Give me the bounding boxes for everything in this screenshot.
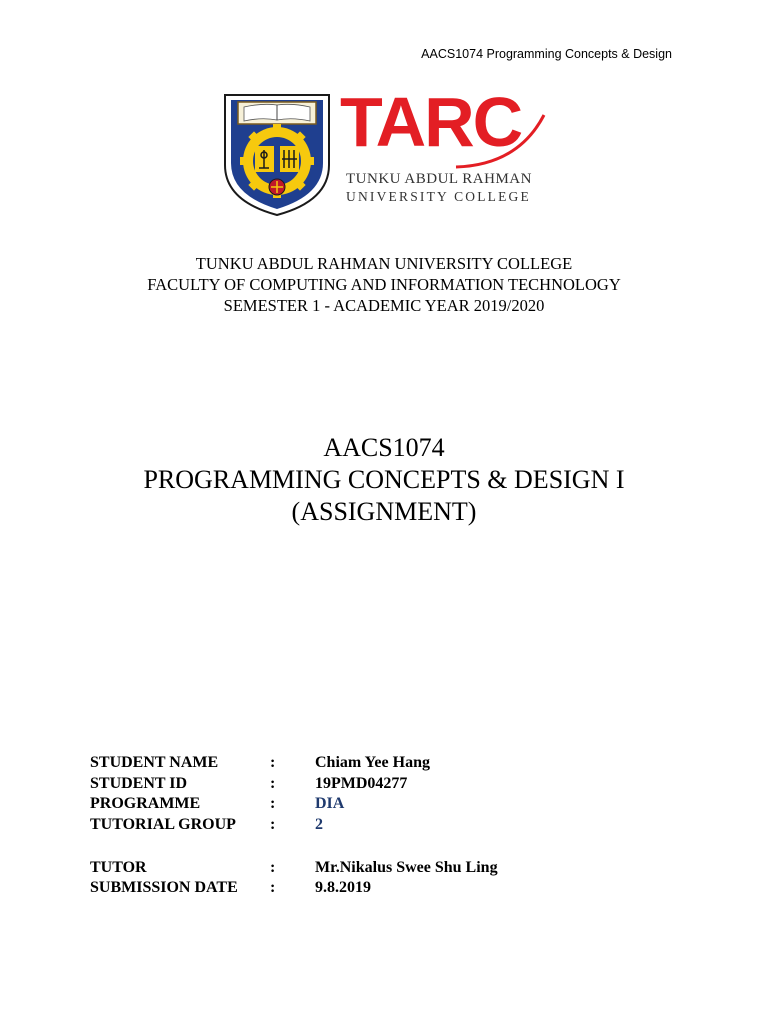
detail-label: PROGRAMME: [90, 795, 201, 813]
running-header: AACS1074 Programming Concepts & Design: [421, 47, 672, 61]
detail-row-student-name: [90, 754, 498, 775]
detail-separator: :: [270, 774, 276, 792]
detail-separator: :: [270, 816, 276, 834]
detail-separator: :: [270, 754, 276, 771]
institution-block: [0, 253, 768, 316]
course-code: AACS1074: [323, 433, 445, 462]
course-name: PROGRAMMING CONCEPTS & DESIGN I: [143, 465, 625, 494]
student-details: [90, 754, 498, 900]
tarc-logo: [222, 83, 552, 218]
university-crest-icon: [222, 93, 332, 217]
course-title: [0, 432, 768, 528]
detail-spacer: [90, 837, 498, 859]
detail-value-student-name: Chiam Yee Hang: [315, 754, 430, 771]
detail-row-programme: [90, 795, 498, 816]
semester-label: SEMESTER 1 - ACADEMIC YEAR 2019/2020: [223, 296, 545, 315]
course-type: (ASSIGNMENT): [291, 497, 477, 526]
university-name: TUNKU ABDUL RAHMAN UNIVERSITY COLLEGE: [195, 254, 573, 273]
faculty-name: FACULTY OF COMPUTING AND INFORMATION TECHNOLOGY: [147, 275, 621, 294]
detail-label: TUTOR: [90, 858, 147, 876]
detail-value-submission-date: 9.8.2019: [315, 879, 371, 897]
detail-value-student-id: 19PMD04277: [315, 774, 408, 792]
detail-value-programme: DIA: [315, 795, 345, 813]
logo-swoosh-icon: [448, 109, 552, 173]
detail-value-tutor: Mr.Nikalus Swee Shu Ling: [315, 858, 498, 876]
logo-university-name: TUNKU ABDUL RAHMAN: [346, 171, 532, 187]
detail-label: STUDENT ID: [90, 774, 188, 792]
tarc-wordmark: TARC: [340, 83, 522, 161]
detail-value-tutorial-group: 2: [315, 816, 323, 834]
detail-label: TUTORIAL GROUP: [90, 816, 236, 834]
detail-separator: :: [270, 879, 276, 897]
detail-row-student-id: [90, 775, 498, 796]
logo-university-type: UNIVERSITY COLLEGE: [346, 189, 531, 204]
detail-separator: :: [270, 795, 276, 813]
detail-label: SUBMISSION DATE: [90, 879, 238, 897]
detail-row-tutorial-group: [90, 816, 498, 837]
detail-label: STUDENT NAME: [90, 754, 219, 771]
detail-row-tutor: [90, 859, 498, 880]
detail-row-submission-date: [90, 879, 498, 900]
detail-separator: :: [270, 858, 276, 876]
